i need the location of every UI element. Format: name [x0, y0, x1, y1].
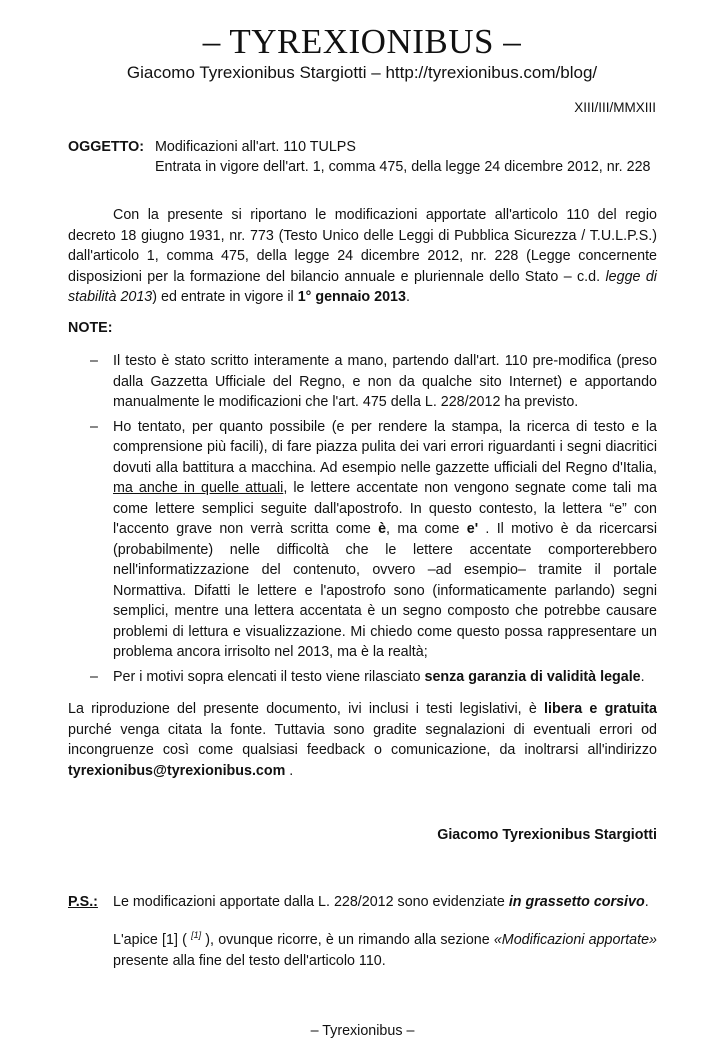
ps-label: P.S.:: [68, 893, 98, 910]
document-date: XIII/III/MMXIII: [574, 100, 656, 115]
bold-text: 1° gennaio 2013: [297, 289, 406, 305]
document-title: – TYREXIONIBUS –: [202, 22, 522, 61]
bold-text: senza garanzia di validità legale: [424, 668, 641, 685]
text: Il testo è stato scritto interamente a mano, partendo dall'art. 110 pre-modifica (preso dalla Gazzetta Ufficiale del Regno, e non da qualche sito Internet) e apportando manualmente le modificazioni che l'art. 475 della L. 228/2012 ha previsto.: [113, 353, 657, 410]
italic-text: «Modificazioni apportate»: [493, 932, 657, 948]
text: ) ed entrate in vigore il: [152, 289, 298, 305]
text: .: [640, 668, 645, 685]
ps-line-1: [113, 892, 657, 913]
ps-content: [113, 892, 657, 972]
email-address: tyrexionibus@tyrexionibus.com: [68, 762, 286, 779]
document-subtitle: Giacomo Tyrexionibus Stargiotti – http://tyrexionibus.com/blog/: [126, 63, 598, 82]
bold-text: e': [466, 521, 479, 537]
underlined-text: ma anche in quelle attuali: [113, 480, 284, 496]
ps-section: [68, 892, 657, 972]
text: Con la presente si riportano le modificazioni apportate all'articolo 110 del regio decreto 18 giugno 1931, nr. 773 (Testo Unico delle Leggi di Pubblica Sicurezza / T.U.L.P.S.) dall'articolo 1, comma 475, della legge 24 dicembre 2012, nr. 228 (Legge concernente disposizioni per la formazione del bilancio annuale e pluriennale dello Stato – c.d.: [68, 207, 657, 285]
text: presente alla fine del testo dell'articolo 110.: [113, 952, 386, 969]
ps-line-2: [113, 930, 657, 971]
document-body: [68, 137, 657, 1042]
intro-paragraph: [68, 205, 657, 308]
text: .: [285, 762, 294, 779]
bold-text: libera e gratuita: [544, 701, 657, 717]
subject-line-2: Entrata in vigore dell'art. 1, comma 475, della legge 24 dicembre 2012, nr. 228: [155, 159, 651, 175]
superscript: [1]: [191, 930, 202, 941]
notes-list: [68, 351, 657, 687]
text: Le modificazioni apportate dalla L. 228/2012 sono evidenziate: [113, 893, 509, 910]
subject-line-1: Modificazioni all'art. 110 TULPS: [155, 139, 356, 155]
italic-text: legge di stabilità 2013: [68, 268, 657, 305]
dash-bullet: –: [90, 353, 98, 369]
text: La riproduzione del presente documento, ivi inclusi i testi legislativi, è: [68, 701, 545, 717]
text: purché venga citata la fonte. Tuttavia sono gradite segnalazioni di eventuali errori od incongruenze così come qualsiasi feedback o comunicazione, da inoltrarsi all'indirizzo: [68, 721, 657, 758]
bold-text: è: [378, 521, 387, 537]
text: .: [644, 893, 649, 910]
note-item: [68, 667, 657, 688]
note-item: [68, 417, 657, 663]
signature: Giacomo Tyrexionibus Stargiotti: [437, 827, 657, 843]
dash-bullet: –: [90, 418, 98, 435]
text: L'apice [1] (: [113, 932, 192, 948]
text: . Il motivo è da ricercarsi (probabilmente) nelle difficoltà che le lettere accentate comporterebbero nell'informatizzazione del contenuto, ovvero –ad esempio– tramite il portale Normattiva. Difatti le lettere e l'apostrofo sono (informaticamente parlando) segni semplici, mentre una lettera accentata è un segno composto che potrebbe causare problemi di lettura e visualizzazione. Mi chiedo come questo possa rappresentare un problema ancora irrisolto nel 2013, ma è la realtà;: [113, 521, 658, 660]
subject-row: [68, 137, 657, 177]
text: Ho tentato, per quanto possibile (e per rendere la stampa, la ricerca di testo e la comprensione più facili), di fare piazza pulita dei vari errori riguardanti i segni diacritici dovuti alla battitura a macchina. Ad esempio nelle gazzette ufficiali del Regno d'Italia,: [113, 418, 657, 476]
text: Per i motivi sopra elencati il testo viene rilasciato: [113, 668, 425, 685]
notes-heading: NOTE:: [68, 319, 113, 336]
text: .: [405, 289, 410, 305]
reproduction-paragraph: [68, 699, 657, 781]
text: , le lettere accentate non vengono segnate come tali ma come lettere semplici seguite dall'apostrofo. In questo contesto, la lettera “e” con l'accento grave non verrà scritta come: [113, 480, 658, 537]
note-item: [68, 351, 657, 413]
text: , ma come: [386, 521, 467, 537]
subject-text: [155, 137, 657, 177]
text: ), ovunque ricorre, è un rimando alla sezione: [201, 932, 494, 948]
footer: – Tyrexionibus –: [310, 1023, 415, 1039]
subject-label: OGGETTO:: [68, 139, 144, 155]
bold-italic-text: in grassetto corsivo: [508, 893, 645, 910]
dash-bullet: –: [90, 668, 98, 685]
